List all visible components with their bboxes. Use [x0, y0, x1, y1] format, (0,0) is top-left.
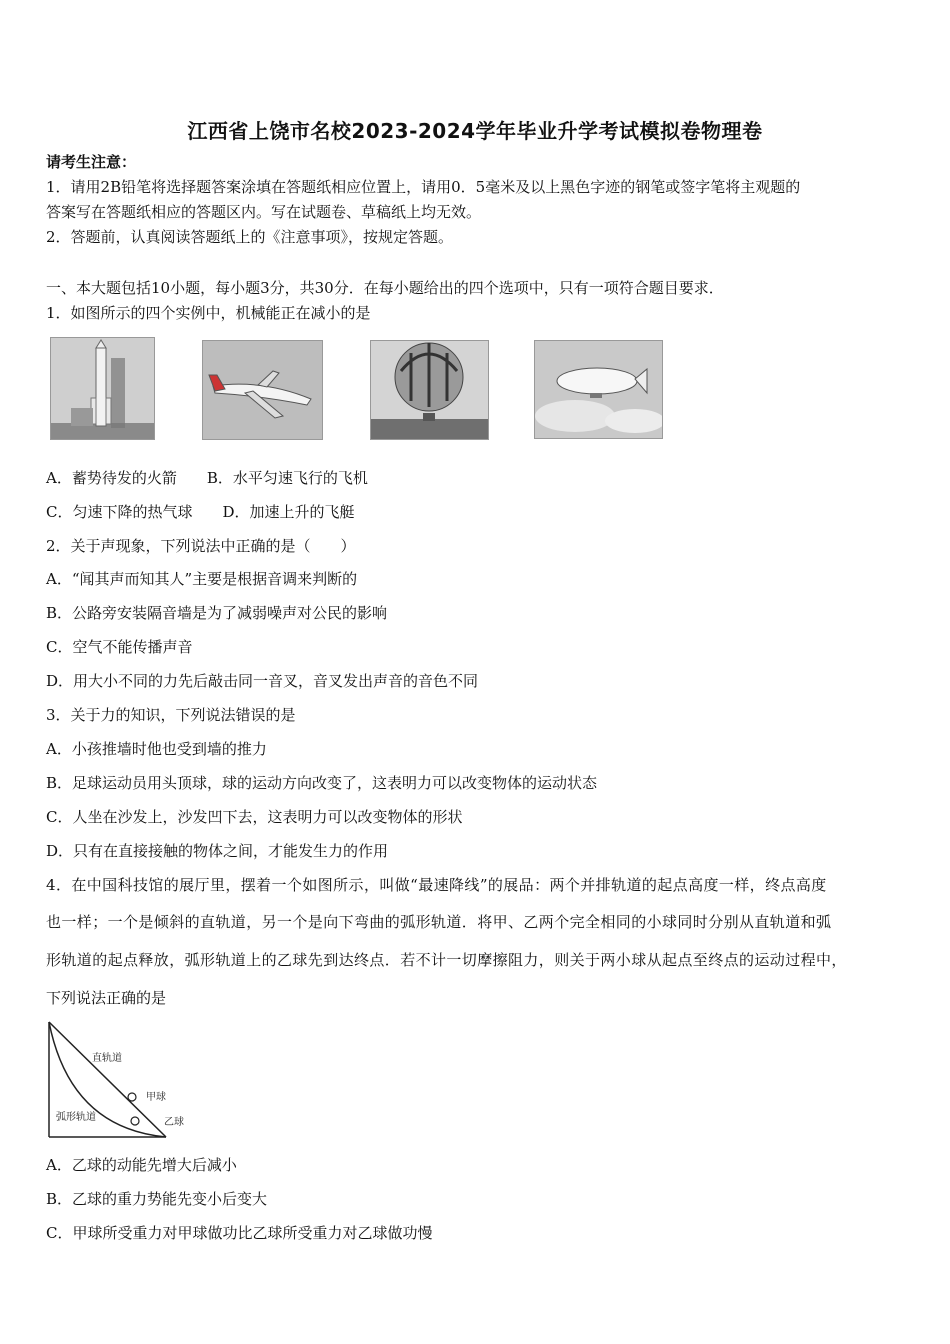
ball-jia — [128, 1093, 136, 1101]
notice-item-1a: 1．请用2B铅笔将选择题答案涂填在答题纸相应位置上，请用0．5毫米及以上黑色字迹的钢笔或签字笔将主观题的 — [46, 178, 801, 196]
q3-stem: 3．关于力的知识，下列说法错误的是 — [46, 706, 296, 724]
q3-option-d: D．只有在直接接触的物体之间，才能发生力的作用 — [46, 842, 389, 860]
arc-track-label: 弧形轨道 — [56, 1112, 96, 1123]
q3-option-a: A．小孩推墙时他也受到墙的推力 — [46, 740, 267, 758]
q2-option-c: C．空气不能传播声音 — [46, 638, 193, 656]
ball-yi — [131, 1117, 139, 1125]
notice-item-2: 2．答题前，认真阅读答题纸上的《注意事项》，按规定答题。 — [46, 228, 454, 246]
q1-options-ab: A．蓄势待发的火箭 B．水平匀速飞行的飞机 — [46, 469, 368, 487]
rocket-image — [50, 337, 155, 440]
notice-heading: 请考生注意： — [46, 153, 137, 171]
q3-option-c: C．人坐在沙发上，沙发凹下去，这表明力可以改变物体的形状 — [46, 808, 463, 826]
q2-option-d: D．用大小不同的力先后敲击同一音叉，音叉发出声音的音色不同 — [46, 672, 479, 690]
q3-option-b: B．足球运动员用头顶球，球的运动方向改变了，这表明力可以改变物体的运动状态 — [46, 774, 598, 792]
q1-stem: 1．如图所示的四个实例中，机械能正在减小的是 — [46, 304, 371, 322]
q4-stem-line-1: 4．在中国科技馆的展厅里，摆着一个如图所示，叫做“最速降线”的展品：两个并排轨道的起点高度一样，终点高度 — [46, 876, 827, 894]
q1-options-cd: C．匀速下降的热气球 D．加速上升的飞艇 — [46, 503, 355, 521]
airship-image — [534, 340, 663, 439]
ball-yi-label: 乙球 — [164, 1117, 184, 1128]
q4-stem-line-4: 下列说法正确的是 — [46, 989, 167, 1007]
page-title: 江西省上饶市名校2023-2024学年毕业升学考试模拟卷物理卷 — [187, 119, 763, 143]
q2-stem: 2．关于声现象，下列说法中正确的是（ ） — [46, 537, 356, 555]
hot-air-balloon-image — [370, 340, 489, 440]
q4-stem-line-2: 也一样；一个是倾斜的直轨道，另一个是向下弯曲的弧形轨道．将甲、乙两个完全相同的小球同时分别从直轨道和弧 — [46, 913, 832, 931]
section-1-heading: 一、本大题包括10小题，每小题3分，共30分．在每小题给出的四个选项中，只有一项符合题目要求． — [46, 279, 724, 297]
brachistochrone-diagram — [40, 1018, 200, 1142]
airplane-image — [202, 340, 323, 440]
q4-option-b: B．乙球的重力势能先变小后变大 — [46, 1190, 268, 1208]
q4-option-a: A．乙球的动能先增大后减小 — [46, 1156, 237, 1174]
ball-jia-label: 甲球 — [146, 1092, 166, 1103]
q4-stem-line-3: 形轨道的起点释放，弧形轨道上的乙球先到达终点．若不计一切摩擦阻力，则关于两小球从起点至终点的运动过程中， — [46, 951, 847, 969]
straight-track-label: 直轨道 — [92, 1053, 122, 1064]
notice-item-1b: 答案写在答题纸相应的答题区内。写在试题卷、草稿纸上均无效。 — [46, 203, 482, 221]
q2-option-b: B．公路旁安装隔音墙是为了减弱噪声对公民的影响 — [46, 604, 388, 622]
q4-option-c: C．甲球所受重力对甲球做功比乙球所受重力对乙球做功慢 — [46, 1224, 433, 1242]
q2-option-a: A．“闻其声而知其人”主要是根据音调来判断的 — [46, 570, 358, 588]
